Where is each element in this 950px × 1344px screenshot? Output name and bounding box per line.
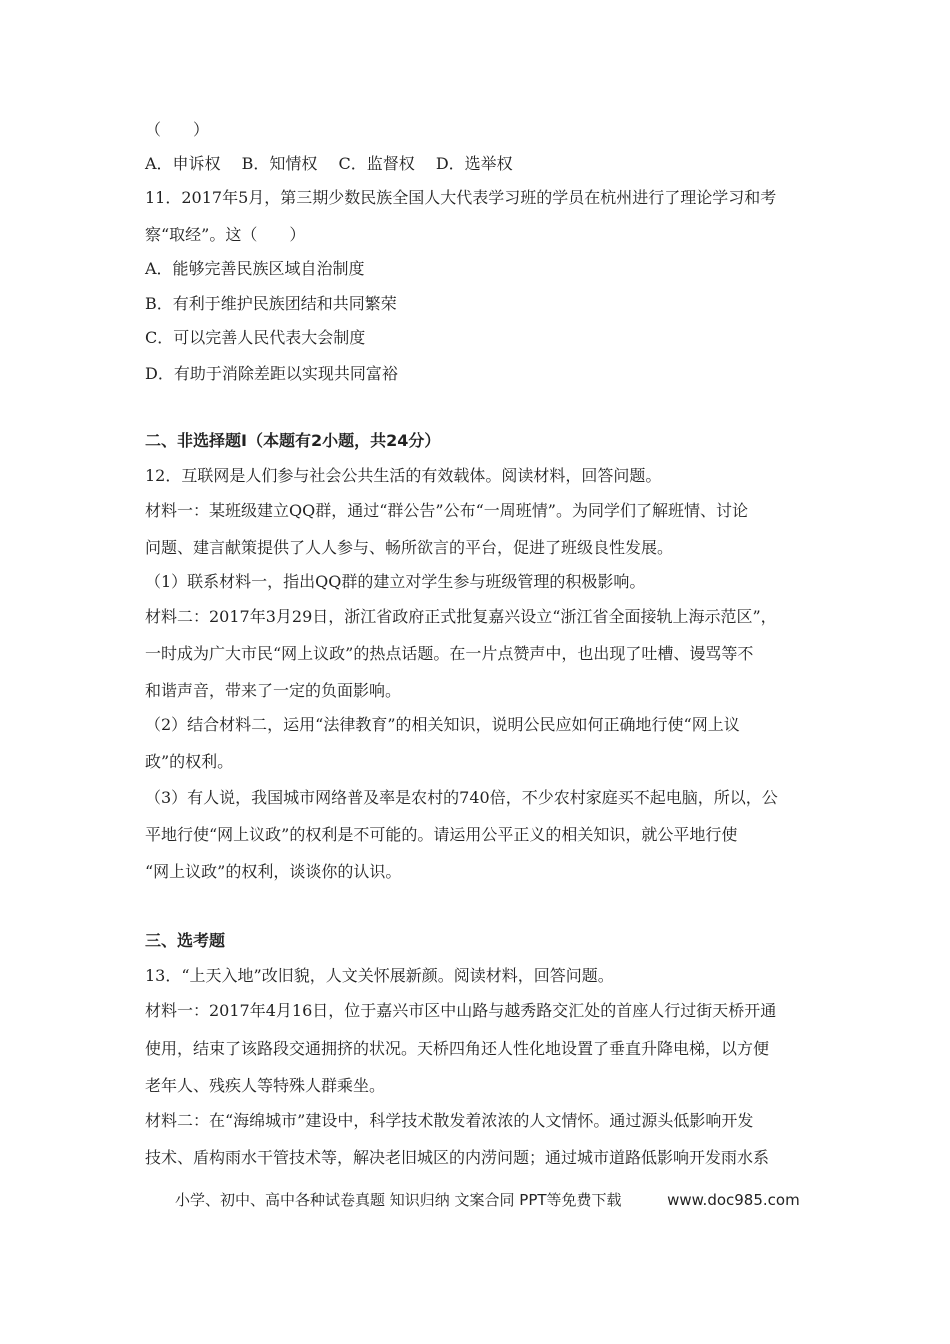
q11-option-b: B．有利于维护民族团结和共同繁荣 [145, 294, 397, 313]
q12-material2-line2: 一时成为广大市民“网上议政”的热点话题。在一片点赞声中，也出现了吐槽、谩骂等不 [145, 644, 754, 663]
q10-options: A．申诉权 B．知情权 C．监督权 D．选举权 [145, 154, 513, 173]
q13-material2-line2: 技术、盾构雨水干管技术等，解决老旧城区的内涝问题；通过城市道路低影响开发雨水系 [145, 1148, 770, 1167]
footer-text: 小学、初中、高中各种试卷真题 知识归纳 文案合同 PPT等免费下载 [175, 1191, 622, 1209]
q11-option-c: C．可以完善人民代表大会制度 [145, 328, 366, 347]
q13-material1-line3: 老年人、残疾人等特殊人群乘坐。 [145, 1076, 386, 1095]
q11-option-a: A．能够完善民族区域自治制度 [145, 259, 365, 278]
q13-material2-line1: 材料二：在“海绵城市”建设中，科学技术散发着浓浓的人文情怀。通过源头低影响开发 [145, 1111, 754, 1130]
q13-material1-line1: 材料一：2017年4月16日，位于嘉兴市区中山路与越秀路交汇处的首座人行过街天桥开通 [145, 1001, 777, 1020]
q12-subquestion1: （1）联系材料一，指出QQ群的建立对学生参与班级管理的积极影响。 [145, 572, 646, 591]
q12-stem: 12．互联网是人们参与社会公共生活的有效载体。阅读材料，回答问题。 [145, 466, 662, 485]
q12-subquestion3-line3: “网上议政”的权利，谈谈你的认识。 [145, 862, 402, 881]
q12-subquestion2-line2: 政”的权利。 [145, 752, 234, 771]
q12-material2-line3: 和谐声音，带来了一定的负面影响。 [145, 681, 402, 700]
section3-heading: 三、选考题 [145, 931, 226, 950]
q11-option-d: D．有助于消除差距以实现共同富裕 [145, 364, 398, 383]
q12-material1-line2: 问题、建言献策提供了人人参与、畅所欲言的平台，促进了班级良性发展。 [145, 538, 674, 557]
q13-material1-line2: 使用，结束了该路段交通拥挤的状况。天桥四角还人性化地设置了垂直升降电梯，以方便 [145, 1039, 770, 1058]
q11-stem-line2: 察“取经”。这（ ） [145, 225, 306, 244]
q10-bracket: （ ） [145, 120, 210, 139]
footer-url[interactable]: www.doc985.com [667, 1191, 800, 1209]
q12-subquestion3-line1: （3）有人说，我国城市网络普及率是农村的740倍，不少农村家庭买不起电脑，所以，公 [145, 788, 778, 807]
section2-heading: 二、非选择题Ⅰ（本题有2小题，共24分） [145, 431, 441, 450]
q13-stem: 13．“上天入地”改旧貌，人文关怀展新颜。阅读材料，回答问题。 [145, 966, 614, 985]
q12-material1-line1: 材料一：某班级建立QQ群，通过“群公告”公布“一周班情”。为同学们了解班情、讨论 [145, 501, 748, 520]
page-footer [175, 1190, 800, 1210]
q12-material2-line1: 材料二：2017年3月29日，浙江省政府正式批复嘉兴设立“浙江省全面接轨上海示范区”， [145, 607, 777, 626]
q12-subquestion3-line2: 平地行使“网上议政”的权利是不可能的。请运用公平正义的相关知识，就公平地行使 [145, 825, 738, 844]
q12-subquestion2-line1: （2）结合材料二，运用“法律教育”的相关知识，说明公民应如何正确地行使“网上议 [145, 715, 740, 734]
q11-stem-line1: 11．2017年5月，第三期少数民族全国人大代表学习班的学员在杭州进行了理论学习和考 [145, 188, 777, 207]
